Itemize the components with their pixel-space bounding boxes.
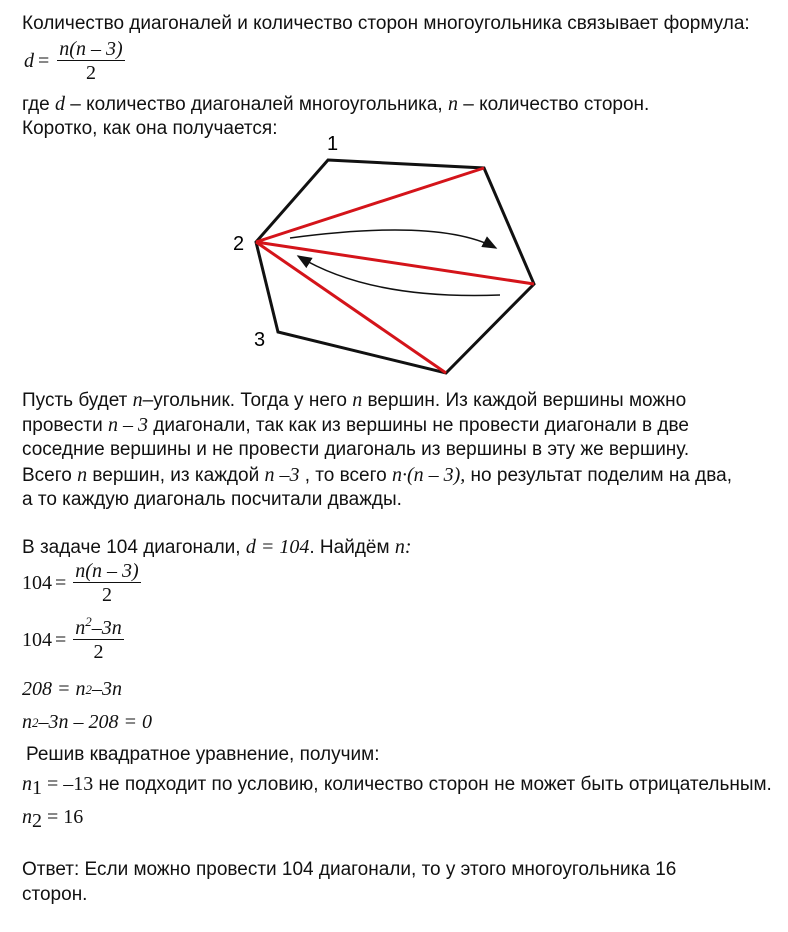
eq-rest: –3n [91,617,122,639]
solve-line: Решив квадратное уравнение, получим: [26,744,380,765]
explanation-line-2 [22,413,689,438]
text: –угольник. Тогда у него [142,390,353,411]
text: но результат поделим на два, [465,465,732,486]
eq-fraction [73,614,124,664]
vertex-label-3: 3 [254,329,266,351]
eq-denominator: 2 [93,641,104,663]
diagonal-line [256,242,446,373]
root-note: не подходит по условию, количество сторон не может быть отрицательным. [93,774,772,795]
formula-numerator: n(n – 3) [59,38,123,60]
where-text-b: – количество диагоналей многоугольника, [65,94,448,115]
explanation-line-4 [22,463,732,488]
diagonal-line [256,242,534,284]
eq-rest: –3n – 208 = 0 [38,711,152,733]
subscript: 1 [32,777,42,799]
eq-numerator [73,614,124,640]
expr: d = 104 [245,536,310,558]
text: Всего [22,465,78,486]
text: . Найдём [309,537,395,558]
hexagon-outline [256,160,534,373]
text: В задаче 104 диагонали, [22,537,246,558]
eq-sign: = [55,629,67,651]
expr: n –3 [264,464,300,486]
subscript: 2 [32,810,42,832]
intro-line: Количество диагоналей и количество сторон многоугольника связывает формула: [22,13,750,34]
text: диагонали, так как из вершины не провести диагонали в две [147,415,689,436]
explanation-line-5: а то каждую диагональ посчитали дважды. [22,489,402,510]
eq-numerator: n(n – 3) [75,560,139,582]
polygon-figure [0,0,788,390]
text: провести [22,415,108,436]
text: вершин, из каждой [87,465,265,486]
eq-lhs: 208 = n [22,678,86,700]
task-line [22,535,412,560]
equation-1 [22,560,141,607]
root-2-line [22,805,83,830]
vertex-label-1: 1 [327,133,339,155]
eq-sign: = [55,572,67,594]
where-var-n: n [447,93,458,115]
where-text-a: где [22,94,56,115]
root-1-line [22,772,772,797]
vertex-label-2: 2 [233,233,245,255]
equation-2 [22,614,124,664]
formula-eq: = [38,50,50,72]
explanation-line-3: соседние вершины и не провести диагональ из вершины в эту же вершину. [22,439,690,460]
expr: n·(n – 3), [391,464,466,486]
root-value: = 16 [42,806,84,828]
answer-line-2: сторон. [22,884,88,905]
equation-3: 208 = n 2 –3n [22,678,122,700]
formula-denominator: 2 [85,62,96,84]
var-n: n [77,464,88,486]
var-n: n [22,773,32,795]
eq-lhs: 104 [22,629,52,651]
expr: n – 3 [107,414,148,436]
eq-rest: –3n [92,678,122,700]
eq-lhs: 104 [22,572,52,594]
arrow-right [290,230,496,248]
var-n: n [352,389,363,411]
exponent: 2 [85,614,92,629]
where-var-d: d [55,93,66,115]
where-text-c: – количество сторон. [457,94,650,115]
explanation-line-1 [22,388,686,413]
answer-line-1: Ответ: Если можно провести 104 диагонали, то у этого многоугольника 16 [22,859,677,880]
equation-4: n 2 –3n – 208 = 0 [22,711,152,733]
eq-fraction [73,560,140,607]
var-n: n [22,711,32,733]
var-n: n [132,389,143,411]
text: , то всего [299,465,392,486]
text: Пусть будет [22,390,133,411]
intro-line-3: Коротко, как она получается: [22,118,278,139]
formula-lhs: d [24,50,34,72]
var-n: n: [394,536,412,558]
var-n: n [75,617,86,639]
var-n: n [22,806,32,828]
text: вершин. Из каждой вершины можно [362,390,687,411]
eq-denominator: 2 [101,584,112,606]
root-value: = –13 [42,773,94,795]
